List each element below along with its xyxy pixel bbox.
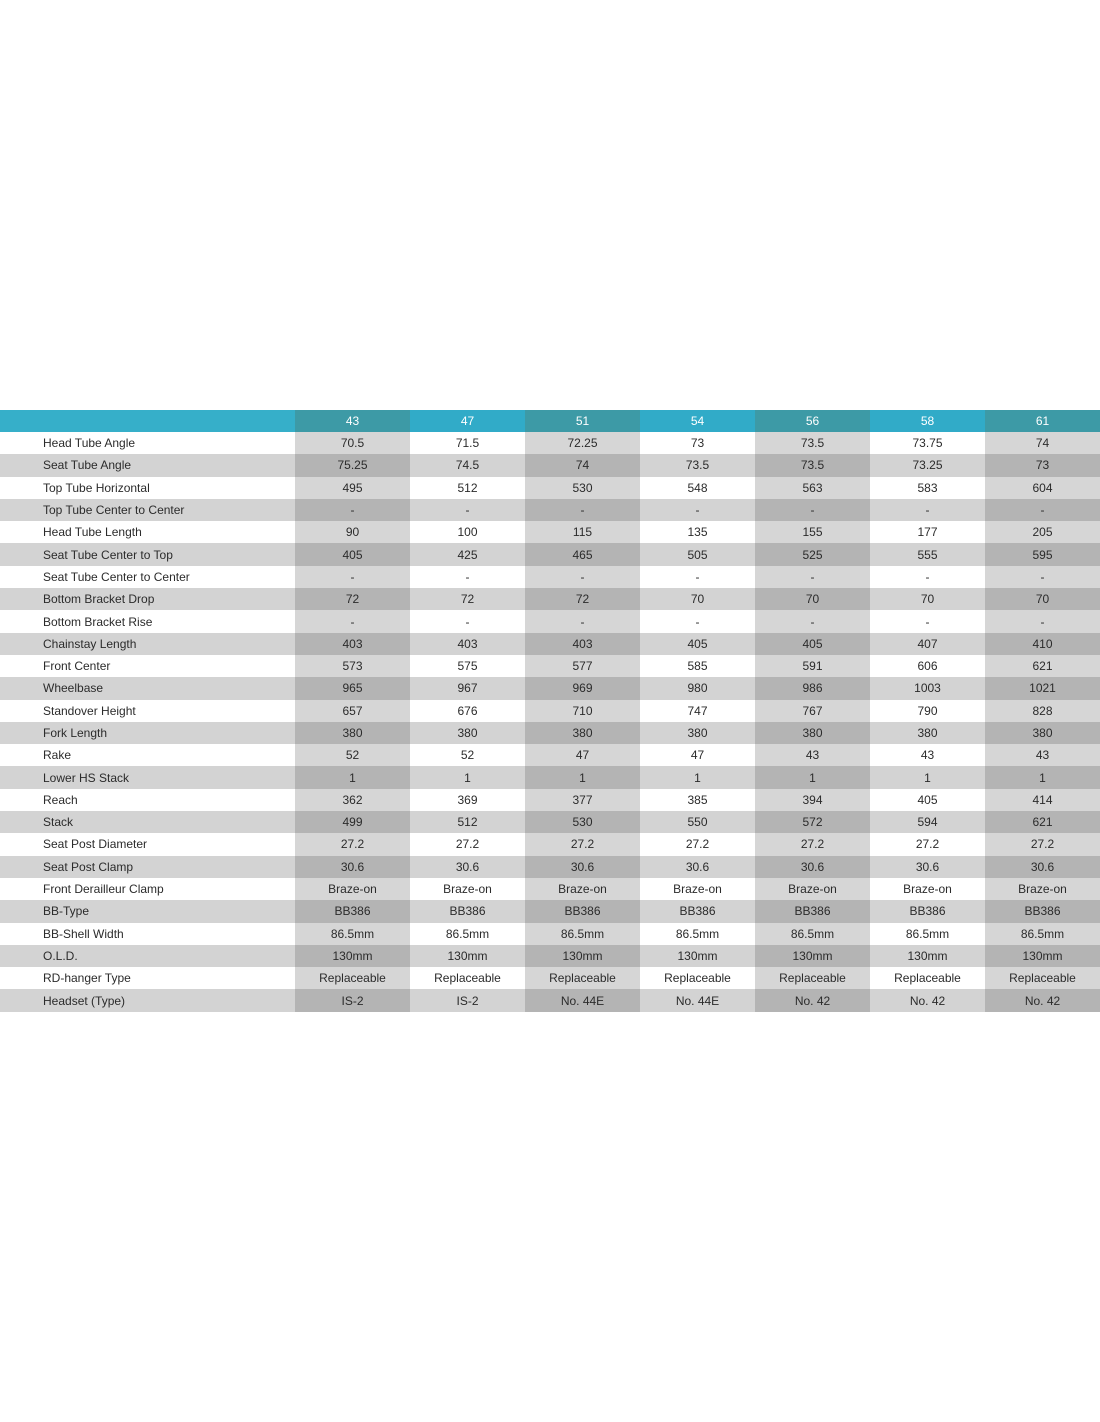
table-cell: 52 — [410, 744, 525, 766]
table-cell: 380 — [985, 722, 1100, 744]
row-label: Lower HS Stack — [0, 766, 295, 788]
table-cell: - — [755, 499, 870, 521]
table-cell: 70 — [640, 588, 755, 610]
table-cell: No. 44E — [525, 989, 640, 1011]
table-cell: 1 — [640, 766, 755, 788]
table-cell: 967 — [410, 677, 525, 699]
table-cell: 1 — [870, 766, 985, 788]
table-cell: 205 — [985, 521, 1100, 543]
table-cell: 73 — [640, 432, 755, 454]
row-label: Fork Length — [0, 722, 295, 744]
table-cell: 86.5mm — [410, 923, 525, 945]
table-cell: 130mm — [295, 945, 410, 967]
table-cell: 380 — [640, 722, 755, 744]
table-cell: 530 — [525, 811, 640, 833]
table-cell: 30.6 — [525, 856, 640, 878]
table-cell: 606 — [870, 655, 985, 677]
table-cell: 74 — [985, 432, 1100, 454]
table-cell: - — [525, 499, 640, 521]
table-cell: 70 — [985, 588, 1100, 610]
table-cell: - — [985, 610, 1100, 632]
row-label: Rake — [0, 744, 295, 766]
table-cell: 555 — [870, 543, 985, 565]
table-cell: 405 — [870, 789, 985, 811]
table-cell: - — [295, 610, 410, 632]
table-cell: 47 — [525, 744, 640, 766]
table-cell: 30.6 — [985, 856, 1100, 878]
table-cell: 30.6 — [640, 856, 755, 878]
table-cell: 594 — [870, 811, 985, 833]
table-cell: - — [410, 610, 525, 632]
table-cell: 965 — [295, 677, 410, 699]
table-cell: IS-2 — [410, 989, 525, 1011]
size-header-row — [0, 410, 1100, 432]
table-cell: Braze-on — [985, 878, 1100, 900]
table-cell: No. 42 — [985, 989, 1100, 1011]
row-label: Top Tube Center to Center — [0, 499, 295, 521]
table-cell: 86.5mm — [295, 923, 410, 945]
table-row — [0, 655, 1100, 677]
table-row — [0, 900, 1100, 922]
table-cell: 130mm — [525, 945, 640, 967]
table-cell: 403 — [410, 633, 525, 655]
table-cell: 86.5mm — [525, 923, 640, 945]
row-label: Front Derailleur Clamp — [0, 878, 295, 900]
table-cell: 394 — [755, 789, 870, 811]
table-cell: 30.6 — [295, 856, 410, 878]
table-cell: 75.25 — [295, 454, 410, 476]
table-cell: 135 — [640, 521, 755, 543]
table-row — [0, 633, 1100, 655]
table-cell: 710 — [525, 700, 640, 722]
table-body — [0, 432, 1100, 1012]
row-label: BB-Type — [0, 900, 295, 922]
row-label: Head Tube Length — [0, 521, 295, 543]
table-cell: - — [870, 499, 985, 521]
row-label: Seat Tube Center to Top — [0, 543, 295, 565]
table-row — [0, 521, 1100, 543]
table-cell: Replaceable — [870, 967, 985, 989]
table-cell: - — [640, 499, 755, 521]
table-cell: 130mm — [640, 945, 755, 967]
table-row — [0, 833, 1100, 855]
table-cell: 563 — [755, 477, 870, 499]
table-cell: 73.25 — [870, 454, 985, 476]
table-cell: No. 44E — [640, 989, 755, 1011]
table-cell: 73 — [985, 454, 1100, 476]
table-cell: 657 — [295, 700, 410, 722]
table-cell: 43 — [870, 744, 985, 766]
table-cell: 1 — [985, 766, 1100, 788]
table-cell: 47 — [640, 744, 755, 766]
table-cell: 100 — [410, 521, 525, 543]
table-row — [0, 700, 1100, 722]
table-cell: 72.25 — [525, 432, 640, 454]
table-cell: 405 — [640, 633, 755, 655]
table-cell: 155 — [755, 521, 870, 543]
table-cell: BB386 — [640, 900, 755, 922]
table-row — [0, 878, 1100, 900]
table-cell: - — [410, 566, 525, 588]
table-cell: 74 — [525, 454, 640, 476]
table-cell: Replaceable — [985, 967, 1100, 989]
table-cell: 585 — [640, 655, 755, 677]
table-cell: Braze-on — [755, 878, 870, 900]
table-cell: Braze-on — [640, 878, 755, 900]
table-cell: 828 — [985, 700, 1100, 722]
table-cell: 676 — [410, 700, 525, 722]
table-cell: 1003 — [870, 677, 985, 699]
table-cell: Replaceable — [755, 967, 870, 989]
table-cell: 1 — [410, 766, 525, 788]
table-row — [0, 499, 1100, 521]
table-row — [0, 566, 1100, 588]
table-cell: 621 — [985, 811, 1100, 833]
row-label: Seat Tube Angle — [0, 454, 295, 476]
table-cell: 43 — [755, 744, 870, 766]
table-cell: 385 — [640, 789, 755, 811]
table-cell: 425 — [410, 543, 525, 565]
table-row — [0, 744, 1100, 766]
table-cell: 380 — [525, 722, 640, 744]
header-label-cell — [0, 410, 295, 432]
table-cell: 1021 — [985, 677, 1100, 699]
row-label: Bottom Bracket Rise — [0, 610, 295, 632]
table-cell: 52 — [295, 744, 410, 766]
size-header-58: 58 — [870, 410, 985, 432]
table-cell: 410 — [985, 633, 1100, 655]
table-cell: BB386 — [525, 900, 640, 922]
row-label: Stack — [0, 811, 295, 833]
row-label: Bottom Bracket Drop — [0, 588, 295, 610]
table-cell: 72 — [410, 588, 525, 610]
table-cell: 583 — [870, 477, 985, 499]
table-row — [0, 811, 1100, 833]
row-label: BB-Shell Width — [0, 923, 295, 945]
table-row — [0, 989, 1100, 1011]
table-cell: Replaceable — [410, 967, 525, 989]
table-row — [0, 789, 1100, 811]
table-cell: 512 — [410, 811, 525, 833]
table-cell: 980 — [640, 677, 755, 699]
row-label: Seat Post Diameter — [0, 833, 295, 855]
row-label: Front Center — [0, 655, 295, 677]
row-label: Seat Tube Center to Center — [0, 566, 295, 588]
table-cell: Replaceable — [525, 967, 640, 989]
table-cell: 27.2 — [985, 833, 1100, 855]
table-row — [0, 432, 1100, 454]
table-cell: 380 — [870, 722, 985, 744]
table-cell: 1 — [295, 766, 410, 788]
table-row — [0, 766, 1100, 788]
table-cell: 380 — [410, 722, 525, 744]
table-cell: 512 — [410, 477, 525, 499]
table-header — [0, 410, 1100, 432]
table-row — [0, 856, 1100, 878]
table-cell: 595 — [985, 543, 1100, 565]
table-cell: No. 42 — [755, 989, 870, 1011]
table-cell: 177 — [870, 521, 985, 543]
table-cell: 414 — [985, 789, 1100, 811]
size-header-54: 54 — [640, 410, 755, 432]
table-cell: 73.5 — [640, 454, 755, 476]
table-row — [0, 677, 1100, 699]
table-cell: 86.5mm — [985, 923, 1100, 945]
table-cell: 403 — [295, 633, 410, 655]
table-row — [0, 543, 1100, 565]
table-row — [0, 923, 1100, 945]
table-cell: 405 — [295, 543, 410, 565]
table-cell: - — [870, 566, 985, 588]
table-cell: 403 — [525, 633, 640, 655]
table-cell: 27.2 — [410, 833, 525, 855]
size-header-56: 56 — [755, 410, 870, 432]
table-cell: 499 — [295, 811, 410, 833]
table-cell: BB386 — [410, 900, 525, 922]
table-cell: 1 — [525, 766, 640, 788]
table-cell: 1 — [755, 766, 870, 788]
size-header-47: 47 — [410, 410, 525, 432]
table-cell: 27.2 — [870, 833, 985, 855]
table-cell: 505 — [640, 543, 755, 565]
row-label: Wheelbase — [0, 677, 295, 699]
row-label: Seat Post Clamp — [0, 856, 295, 878]
table-cell: 70.5 — [295, 432, 410, 454]
table-cell: 380 — [295, 722, 410, 744]
table-cell: 577 — [525, 655, 640, 677]
table-cell: 27.2 — [525, 833, 640, 855]
size-header-43: 43 — [295, 410, 410, 432]
table-cell: - — [640, 610, 755, 632]
table-cell: 362 — [295, 789, 410, 811]
table-cell: 73.5 — [755, 454, 870, 476]
table-row — [0, 722, 1100, 744]
table-cell: 377 — [525, 789, 640, 811]
table-cell: 405 — [755, 633, 870, 655]
table-cell: - — [870, 610, 985, 632]
row-label: RD-hanger Type — [0, 967, 295, 989]
table-cell: 525 — [755, 543, 870, 565]
table-cell: 30.6 — [410, 856, 525, 878]
geometry-table — [0, 410, 1100, 1012]
table-cell: 30.6 — [755, 856, 870, 878]
table-cell: 27.2 — [640, 833, 755, 855]
table-cell: - — [295, 566, 410, 588]
table-cell: 27.2 — [755, 833, 870, 855]
table-cell: Braze-on — [295, 878, 410, 900]
table-cell: 530 — [525, 477, 640, 499]
table-row — [0, 454, 1100, 476]
table-row — [0, 610, 1100, 632]
table-cell: 465 — [525, 543, 640, 565]
table-cell: 43 — [985, 744, 1100, 766]
table-cell: 621 — [985, 655, 1100, 677]
table-cell: - — [755, 566, 870, 588]
table-cell: - — [985, 499, 1100, 521]
table-cell: 495 — [295, 477, 410, 499]
table-cell: 575 — [410, 655, 525, 677]
table-cell: 407 — [870, 633, 985, 655]
table-row — [0, 945, 1100, 967]
table-cell: BB386 — [985, 900, 1100, 922]
table-cell: - — [525, 610, 640, 632]
table-cell: 115 — [525, 521, 640, 543]
table-cell: No. 42 — [870, 989, 985, 1011]
table-cell: 604 — [985, 477, 1100, 499]
table-cell: Replaceable — [295, 967, 410, 989]
table-cell: 130mm — [410, 945, 525, 967]
table-cell: 572 — [755, 811, 870, 833]
table-cell: IS-2 — [295, 989, 410, 1011]
row-label: Head Tube Angle — [0, 432, 295, 454]
table-cell: 73.5 — [755, 432, 870, 454]
table-cell: 591 — [755, 655, 870, 677]
table-cell: 72 — [525, 588, 640, 610]
table-cell: 790 — [870, 700, 985, 722]
table-cell: 130mm — [870, 945, 985, 967]
size-header-51: 51 — [525, 410, 640, 432]
table-row — [0, 588, 1100, 610]
table-cell: - — [640, 566, 755, 588]
table-cell: 27.2 — [295, 833, 410, 855]
table-cell: 380 — [755, 722, 870, 744]
table-cell: BB386 — [755, 900, 870, 922]
table-cell: Braze-on — [870, 878, 985, 900]
table-cell: 70 — [755, 588, 870, 610]
table-cell: - — [295, 499, 410, 521]
table-cell: 573 — [295, 655, 410, 677]
row-label: Standover Height — [0, 700, 295, 722]
table-cell: 72 — [295, 588, 410, 610]
table-cell: 130mm — [985, 945, 1100, 967]
table-cell: Braze-on — [525, 878, 640, 900]
table-cell: BB386 — [870, 900, 985, 922]
table-cell: 86.5mm — [755, 923, 870, 945]
table-cell: 90 — [295, 521, 410, 543]
table-cell: 986 — [755, 677, 870, 699]
table-cell: 369 — [410, 789, 525, 811]
table-cell: BB386 — [295, 900, 410, 922]
table-cell: - — [755, 610, 870, 632]
table-cell: 70 — [870, 588, 985, 610]
table-cell: 767 — [755, 700, 870, 722]
row-label: Headset (Type) — [0, 989, 295, 1011]
table-cell: 71.5 — [410, 432, 525, 454]
row-label: Top Tube Horizontal — [0, 477, 295, 499]
table-cell: 548 — [640, 477, 755, 499]
table-row — [0, 477, 1100, 499]
table-cell: 74.5 — [410, 454, 525, 476]
table-cell: 73.75 — [870, 432, 985, 454]
table-cell: Braze-on — [410, 878, 525, 900]
row-label: Chainstay Length — [0, 633, 295, 655]
table-row — [0, 967, 1100, 989]
table-cell: 130mm — [755, 945, 870, 967]
table-cell: 86.5mm — [870, 923, 985, 945]
size-header-61: 61 — [985, 410, 1100, 432]
table-cell: Replaceable — [640, 967, 755, 989]
table-cell: - — [985, 566, 1100, 588]
table-cell: 550 — [640, 811, 755, 833]
table-cell: - — [525, 566, 640, 588]
table-cell: - — [410, 499, 525, 521]
table-cell: 969 — [525, 677, 640, 699]
row-label: O.L.D. — [0, 945, 295, 967]
table-cell: 747 — [640, 700, 755, 722]
table-cell: 30.6 — [870, 856, 985, 878]
table-cell: 86.5mm — [640, 923, 755, 945]
row-label: Reach — [0, 789, 295, 811]
